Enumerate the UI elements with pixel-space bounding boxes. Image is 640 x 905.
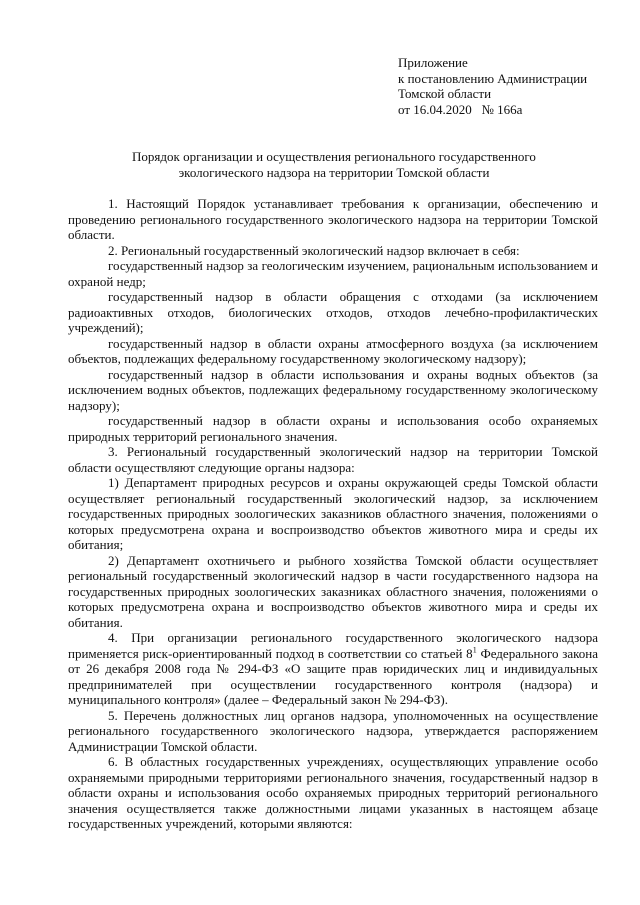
appendix-line-4: от 16.04.2020 № 166а (398, 101, 523, 117)
title-line-2: экологического надзора на территории Томской области (178, 164, 490, 180)
paragraph-4-before: 4. При организации регионального государственного экологического надзора применяется риск-ориентированный подход в соответствии со статьей 8 (68, 630, 598, 661)
paragraph-1: 1. Настоящий Порядок устанавливает требования к организации, обеспечению и проведению регионального государственного экологического надзора на территории Томской области. (68, 196, 598, 242)
document-body (68, 196, 598, 832)
appendix-header (398, 55, 587, 117)
paragraph-2-item-4: государственный надзор в области использования и охраны водных объектов (за исключением водных объектов, подлежащих федеральному государственному экологическому надзору); (68, 366, 598, 413)
paragraph-2: 2. Региональный государственный экологический надзор включает в себя: (108, 242, 520, 258)
paragraph-6: 6. В областных государственных учреждениях, осуществляющих управление особо охраняемыми природными территориями регионального значения, государственный надзор в области охраны и использования особо охраняемых природных территорий регионального значения осуществляется также должностными лицами указанных в настоящем абзаце государственных учреждений, которыми являются: (68, 754, 598, 831)
paragraph-5: 5. Перечень должностных лиц органов надзора, уполномоченных на осуществление регионального государственного экологического надзора, утверждается распоряжением Администрации Томской области. (68, 707, 598, 754)
title-line-1: Порядок организации и осуществления регионального государственного (132, 149, 536, 164)
paragraph-2-item-5: государственный надзор в области охраны и использования особо охраняемых природных территорий регионального значения. (68, 413, 598, 444)
appendix-line-3: Томской области (398, 86, 492, 101)
paragraph-4-superscript: 1 (472, 645, 477, 655)
paragraph-4 (68, 630, 598, 708)
appendix-line-2: к постановлению Администрации (398, 70, 588, 86)
paragraph-4-after: Федерального закона от 26 декабря 2008 года № 294-ФЗ «О защите прав юридических лиц и индивидуальных предпринимателей при осуществлении государственного контроля (надзора) и муниципального контроля» (далее – Федеральный закон № 294-ФЗ). (68, 645, 598, 707)
appendix-line-1: Приложение (398, 55, 468, 70)
document-title (60, 149, 608, 180)
paragraph-2-item-2: государственный надзор в области обращения с отходами (за исключением радиоактивных отходов, биологических отходов, отходов лечебно-профилактических учреждений); (68, 289, 598, 335)
paragraph-3-item-1: 1) Департамент природных ресурсов и охраны окружающей среды Томской области осуществляет региональный государственный экологический надзор, за исключением государственных природных зоологических заказников областного значения, положениями о которых предусмотрена охрана и воспроизводство объектов животного мира и среды их обитания; (68, 475, 598, 552)
paragraph-2-item-1: государственный надзор за геологическим изучением, рациональным использованием и охраной недр; (68, 258, 598, 289)
paragraph-2-item-3: государственный надзор в области охраны атмосферного воздуха (за исключением объектов, подлежащих федеральному государственному экологическому надзору); (68, 335, 598, 366)
paragraph-3: 3. Региональный государственный экологический надзор на территории Томской области осуществляют следующие органы надзора: (68, 444, 598, 475)
paragraph-3-item-2: 2) Департамент охотничьего и рыбного хозяйства Томской области осуществляет региональный государственный экологический надзор в части государственного надзора на государственных природных зоологических заказниках областного значения, положениями о которых предусмотрена охрана и воспроизводство объектов животного мира и среды их обитания. (68, 552, 598, 630)
